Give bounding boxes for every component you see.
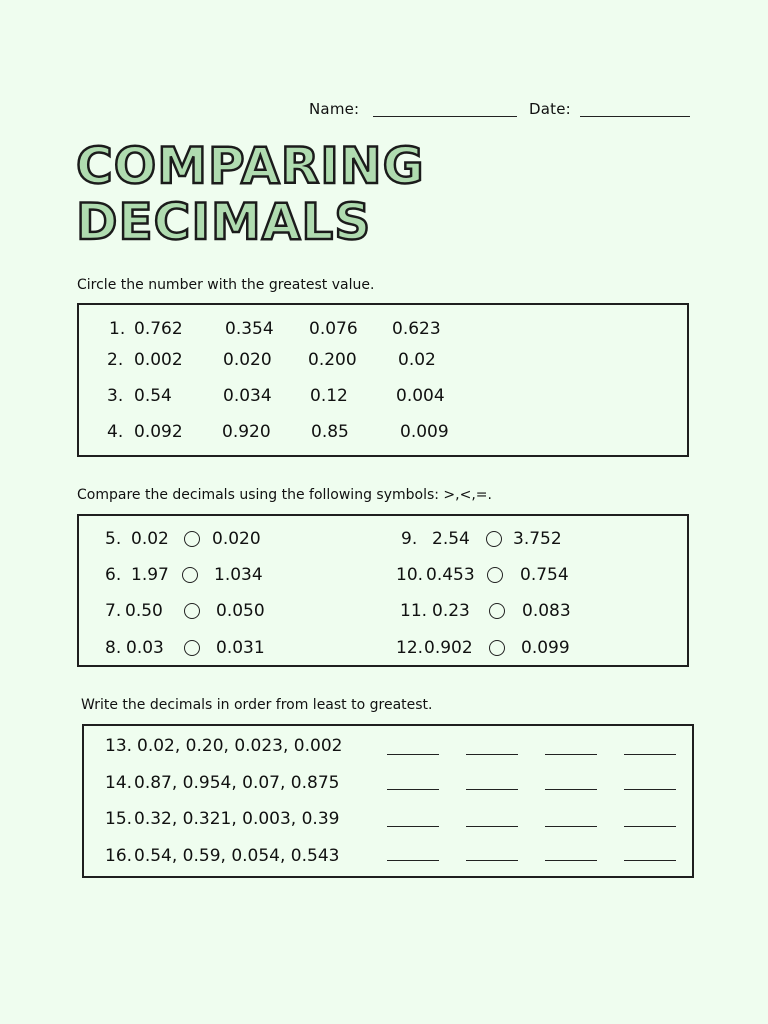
choice-value[interactable]: 0.009	[400, 422, 449, 442]
date-label: Date:	[529, 100, 571, 118]
question-number: 16.	[105, 846, 133, 866]
choice-value[interactable]: 0.004	[396, 386, 445, 406]
answer-blank[interactable]	[387, 789, 439, 790]
section3-instruction: Write the decimals in order from least to greatest.	[81, 697, 433, 713]
compare-value-a: 0.23	[432, 601, 470, 621]
compare-value-a: 0.902	[424, 638, 473, 658]
question-number: 2.	[107, 350, 124, 370]
comparison-circle[interactable]	[487, 567, 503, 583]
choice-value[interactable]: 0.920	[222, 422, 271, 442]
choice-value[interactable]: 0.623	[392, 319, 441, 339]
question-number: 11.	[400, 601, 428, 621]
question-number: 5.	[105, 529, 122, 549]
question-number: 9.	[401, 529, 418, 549]
decimal-list: 0.87, 0.954, 0.07, 0.875	[134, 773, 340, 793]
choice-value[interactable]: 0.002	[134, 350, 183, 370]
question-number: 6.	[105, 565, 122, 585]
answer-blank[interactable]	[545, 789, 597, 790]
section1-instruction: Circle the number with the greatest value.	[77, 277, 375, 293]
question-number: 7.	[105, 601, 122, 621]
compare-value-b: 0.020	[212, 529, 261, 549]
choice-value[interactable]: 0.762	[134, 319, 183, 339]
question-number: 1.	[109, 319, 126, 339]
question-number: 12.	[396, 638, 424, 658]
answer-blank[interactable]	[545, 860, 597, 861]
question-number: 14.	[105, 773, 133, 793]
compare-value-a: 2.54	[432, 529, 470, 549]
choice-value[interactable]: 0.54	[134, 386, 172, 406]
compare-value-a: 0.02	[131, 529, 169, 549]
compare-value-b: 0.754	[520, 565, 569, 585]
answer-blank[interactable]	[387, 826, 439, 827]
question-number: 10.	[396, 565, 424, 585]
question-number: 4.	[107, 422, 124, 442]
compare-value-b: 0.050	[216, 601, 265, 621]
date-field-line[interactable]	[580, 116, 690, 117]
comparison-circle[interactable]	[486, 531, 502, 547]
answer-blank[interactable]	[466, 860, 518, 861]
answer-blank[interactable]	[466, 754, 518, 755]
choice-value[interactable]: 0.85	[311, 422, 349, 442]
section2-instruction: Compare the decimals using the following symbols: >,<,=.	[77, 487, 492, 503]
answer-blank[interactable]	[466, 826, 518, 827]
compare-value-a: 0.03	[126, 638, 164, 658]
compare-value-b: 1.034	[214, 565, 263, 585]
comparison-circle[interactable]	[184, 603, 200, 619]
compare-value-a: 0.453	[426, 565, 475, 585]
question-number: 8.	[105, 638, 122, 658]
title-line-2: DECIMALS	[76, 193, 372, 251]
compare-value-b: 3.752	[513, 529, 562, 549]
answer-blank[interactable]	[624, 754, 676, 755]
question-number: 13.	[105, 736, 133, 756]
title-line-1: COMPARING	[76, 137, 425, 195]
comparison-circle[interactable]	[184, 640, 200, 656]
name-label: Name:	[309, 100, 360, 118]
comparison-circle[interactable]	[184, 531, 200, 547]
comparison-circle[interactable]	[182, 567, 198, 583]
answer-blank[interactable]	[545, 826, 597, 827]
answer-blank[interactable]	[466, 789, 518, 790]
choice-value[interactable]: 0.200	[308, 350, 357, 370]
choice-value[interactable]: 0.092	[134, 422, 183, 442]
comparison-circle[interactable]	[489, 603, 505, 619]
answer-blank[interactable]	[624, 826, 676, 827]
answer-blank[interactable]	[545, 754, 597, 755]
compare-value-b: 0.031	[216, 638, 265, 658]
choice-value[interactable]: 0.354	[225, 319, 274, 339]
choice-value[interactable]: 0.076	[309, 319, 358, 339]
decimal-list: 0.54, 0.59, 0.054, 0.543	[134, 846, 340, 866]
answer-blank[interactable]	[387, 754, 439, 755]
choice-value[interactable]: 0.12	[310, 386, 348, 406]
answer-blank[interactable]	[624, 860, 676, 861]
choice-value[interactable]: 0.020	[223, 350, 272, 370]
name-field-line[interactable]	[373, 116, 517, 117]
comparison-circle[interactable]	[489, 640, 505, 656]
choice-value[interactable]: 0.034	[223, 386, 272, 406]
question-number: 3.	[107, 386, 124, 406]
compare-value-a: 1.97	[131, 565, 169, 585]
answer-blank[interactable]	[624, 789, 676, 790]
decimal-list: 0.02, 0.20, 0.023, 0.002	[137, 736, 343, 756]
choice-value[interactable]: 0.02	[398, 350, 436, 370]
compare-value-a: 0.50	[125, 601, 163, 621]
compare-value-b: 0.099	[521, 638, 570, 658]
compare-value-b: 0.083	[522, 601, 571, 621]
question-number: 15.	[105, 809, 133, 829]
answer-blank[interactable]	[387, 860, 439, 861]
decimal-list: 0.32, 0.321, 0.003, 0.39	[134, 809, 340, 829]
